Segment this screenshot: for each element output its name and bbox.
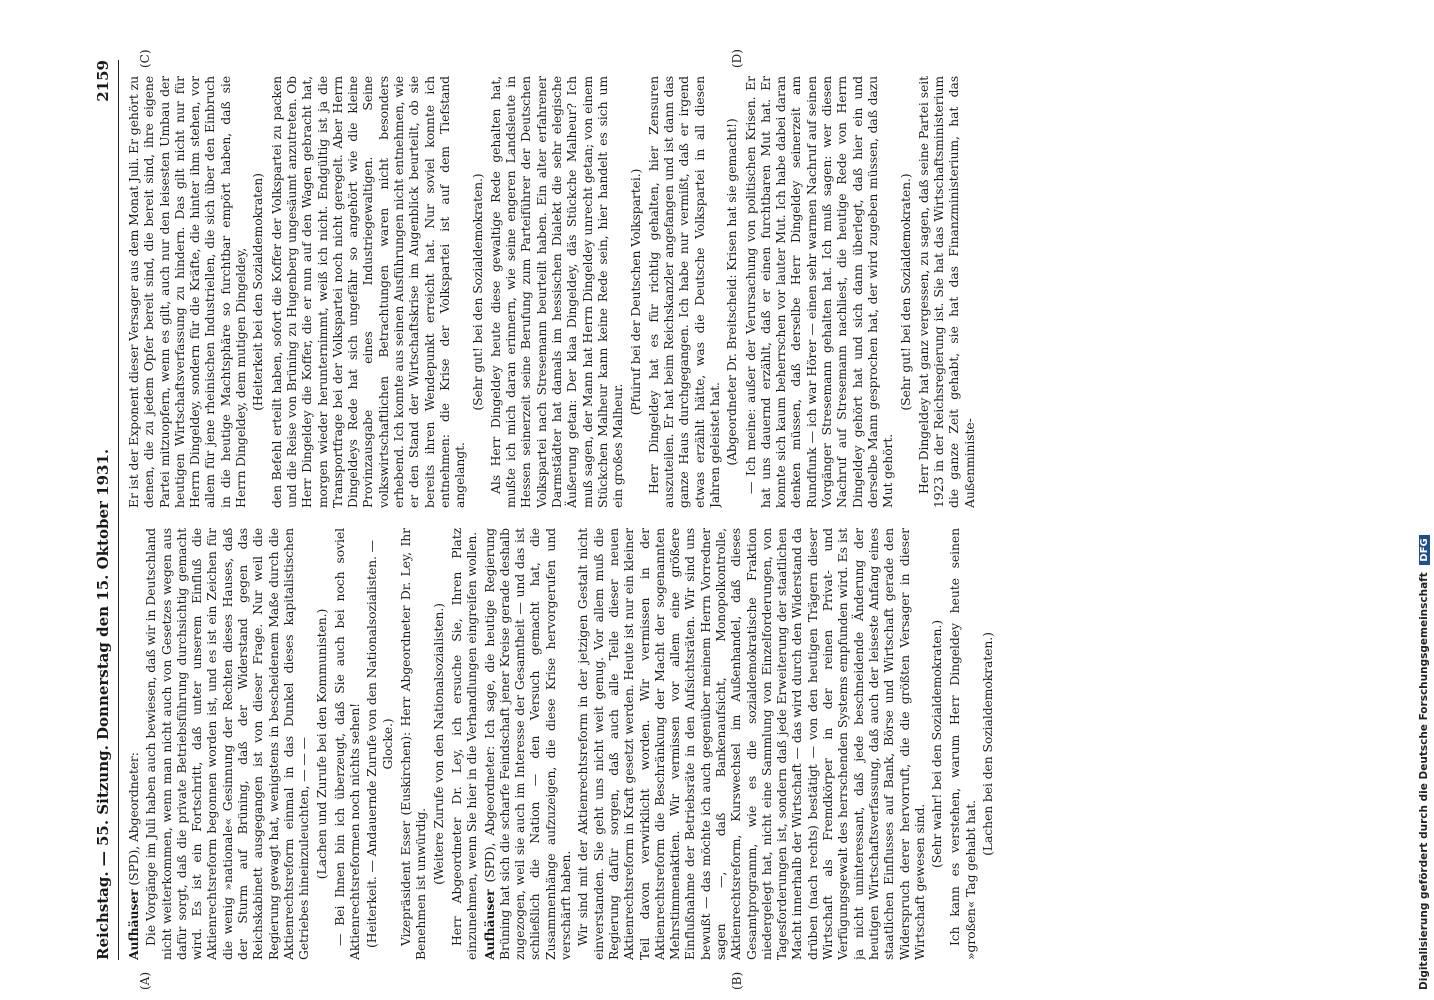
interjection: (Heiterkeit. — Andauernde Zurufe von den Nationalsozialisten. — Glocke.): [364, 540, 395, 948]
text-column-left: [126, 528, 1336, 960]
body-paragraph: Als Herr Dingeldey heute diese gewaltige Rede gehalten hat, mußte ich mich daran erinnern, wie seine engeren Landsleute in Hessen seinerzeit seine Berufung zum Parteiführer der Deutschen Volkspartei nach Stresemann beurteilt haben. Ein alter erfahrener Darmstädter hat damals im hessischen Dialekt die sehr elegische Äußerung getan: Der klaa Dingeldey, däs Stückche Malheur? Ich muß sagen, der Mann hat Herrn Dingeldey unrecht getan; von einem Stückchen Malheur kann keine Rede sein, hier handelt es sich um ein großes Malheur.: [487, 76, 626, 508]
body-paragraph: — Bei Ihnen bin ich überzeugt, daß Sie auch bei noch soviel Aktienrechtsreformen noch nichts sehen!: [331, 528, 363, 960]
interjection: (Lachen und Zurufe bei den Kommunisten.): [313, 608, 329, 880]
interjection: (Weitere Zurufe von den Nationalsozialisten.): [430, 603, 446, 885]
body-paragraph: Herr Dingeldey hat ganz vergessen, zu sagen, daß seine Partei seit 1923 in der Reichsregierung ist. Sie hat das Wirtschaftsministerium die ganze Zeit gehabt, sie hat das Finanzministerium, hat das Außenministe-: [915, 76, 977, 508]
body-paragraph: Herr Abgeordneter Dr. Ley, ich ersuche Sie, Ihren Platz einzunehmen, wenn Sie hier in die Verhandlungen eingreifen wollen.: [448, 528, 480, 960]
body-paragraph: Ich kann es verstehen, warum Herr Dingeldey heute seinen »großen« Tag gehabt hat.: [947, 528, 978, 960]
speaker-paragraph: [482, 528, 574, 960]
speaker-name: Aufhäuser: [481, 889, 497, 960]
speaker-text: (SPD), Abgeordneter: Ich sage, die heutige Regierung Brüning hat sich die scharfe Feindschaft jener Kreise gerade deshalb zugezogen, weil sie auch im Interesse der Gesamtheit — und das ist schließlich die Nation — den Versuch gemacht hat, die Zusammenhänge aufzuzeigen, die diese Krise hervorgerufen und verschärft haben.: [481, 528, 574, 960]
interjection: (Pfuiruf bei der Deutschen Volkspartei.): [627, 168, 643, 416]
margin-marker-d: (D): [730, 49, 744, 68]
interjection: (Sehr gut! bei den Sozialdemokraten.): [897, 173, 913, 411]
body-paragraph: Er ist der Exponent dieser Versager aus dem Monat Juli. Er gehört zu denen, die zu jedem Opfer bereit sind, die bereit sind, ihre eigene Partei mitzuopfern, wenn es gilt, auch nur den leisesten Umbau der heutigen Wirtschaftsverfassung zu hindern. Das gilt nicht nur für Herrn Dingeldey, sondern für die Kräfte, die hinter ihm stehen, vor allem für jene rheinischen Industriellen, die sich über den Einbruch in die heutige Machtsphäre so furchtbar empört haben, daß sie Herrn Dingeldey, dem mutigen Dingeldey,: [126, 76, 249, 508]
interjection: (Heiterkeit bei den Sozialdemokraten): [250, 173, 266, 411]
margin-marker-c: (C): [138, 49, 152, 68]
interjection: (Sehr gut! bei den Sozialdemokraten.): [469, 173, 485, 411]
text-column-right: [126, 76, 1336, 508]
body-paragraph: Herr Dingeldey hat es für richtig gehalten, hier Zensuren auszuteilen. Er hat beim Reichskanzler angefangen und ist dann das ganze Haus durchgegangen. Ich habe nur vermißt, daß er irgend etwas erzählt hätte, was die Deutsche Volkspartei in all diesen Jahren geleistet hat.: [645, 76, 722, 508]
page-number: 2159: [94, 60, 112, 102]
page-header-title: Reichstag. — 55. Sitzung. Donnerstag den 15. Oktober 1931.: [94, 448, 112, 960]
document-page: [90, 49, 1350, 990]
running-head: [90, 60, 119, 960]
body-paragraph: — Ich meine: außer der Verursachung von politischen Krisen. Er hat uns dauernd erzählt, daß er einen furchtbaren Mut hat. Er konnte sich kaum beherrschen vor lauter Mut. Ich habe dabei daran denken müssen, daß derselbe Herr Dingeldey seinerzeit am Rundfunk — ich war Hörer — einen sehr warmen Nachruf auf seinen Vorgänger Stresemann gehalten hat. Ich muß sagen: wer diesen Nachruf auf Stresemann nachliest, die heutige Rede von Herrn Dingeldey gehört hat und sich dann überlegt, daß hier ein und derselbe Mann gesprochen hat, der wird zugeben müssen, daß dazu Mut gehört.: [742, 76, 896, 508]
body-paragraph: den Befehl erteilt haben, sofort die Koffer der Volkspartei zu packen und die Reise von Brüning zu Hugenberg ungesäumt anzutreten. Ob Herr Dingeldey die Koffer, die er nun auf den Wagen gebracht hat, morgen wieder herunternimmt, weiß ich nicht. Endgültig ist ja die Transportfrage bei der Volkspartei noch nicht geregelt. Aber Herrn Dingeldeys Rede hat sich ungefähr so angehört wie die kleine Provinzausgabe eines Industriegewaltigen. Seine volkswirtschaftlichen Betrachtungen waren nicht besonders erhebend. Ich konnte aus seinen Ausführungen nicht entnehmen, wie er den Stand der Wirtschaftskrise im Augenblick beurteilt, ob sie bereits ihren Wendepunkt erreicht hat. Nur soviel konnte ich entnehmen: die Krise der Volkspartei ist auf dem Tiefstand angelangt.: [268, 76, 468, 508]
funding-strip: [1418, 0, 1434, 990]
margin-marker-b: (B): [730, 971, 744, 990]
body-paragraph: Wir sind mit der Aktienrechtsreform in der jetzigen Gestalt nicht einverstanden. Sie geht uns nicht weit genug. Vor allem muß die Regierung dafür sorgen, daß auch alle Teile dieser neuen Aktienrechtsreform in Kraft gesetzt werden. Heute ist nur ein kleiner Teil davon verwirklicht worden. Wir vermissen in der Aktienrechtsreform die Beschränkung der Macht der sogenannten Mehrstimmenaktien. Wir vermissen vor allem eine größere Einflußnahme der Betriebsräte in den Aufsichtsräten. Wir sind uns bewußt — das möchte ich auch gegenüber meinem Herrn Vorredner sagen —, daß Bankenaufsicht, Monopolkontrolle, Aktienrechtsreform, Kurswechsel im Außenhandel, daß dieses Gesamtprogramm, wie es die sozialdemokratische Fraktion niedergelegt hat, nicht eine Sammlung von Einzelforderungen, von Tagesforderungen ist, sondern daß jede Erweiterung der staatlichen Macht innerhalb der Wirtschaft — das wird durch den Widerstand da drüben (nach rechts) bestätigt — von den heutigen Trägern dieser Wirtschaft als Fremdkörper in der reinen Privat- und Verfügungsgewalt des herrschenden Systems empfunden wird. Es ist ja nicht uninteressant, daß jede beschneidende Änderung der heutigen Wirtschaftsverfassung, daß auch der leiseste Anfang eines staatlichen Einflusses auf Bank, Börse und Wirtschaft gerade den Widerspruch derer hervorruft, die die größten Versager in dieser Wirtschaft gewesen sind.: [575, 528, 927, 960]
speaker-name: Aufhäuser: [126, 889, 141, 960]
margin-marker-a: (A): [138, 971, 152, 990]
interjection: (Lachen bei den Sozialdemokraten.): [980, 632, 996, 856]
funding-text: Digitalisierung gefördert durch die Deutsche Forschungsgemeinschaft: [1418, 572, 1430, 990]
body-paragraph: Vizepräsident Esser (Euskirchen): Herr Abgeordneter Dr. Ley, Ihr Benehmen ist unwürdig.: [398, 528, 429, 960]
speaker-paragraph: [126, 528, 141, 960]
speaker-text: (SPD), Abgeordneter:: [126, 752, 141, 890]
interjection: (Abgeordneter Dr. Breitscheid: Krisen hat sie gemacht!): [724, 118, 740, 466]
interjection: (Sehr wahr! bei den Sozialdemokraten.): [929, 620, 945, 869]
dfg-logo: DFG: [1419, 535, 1430, 564]
body-paragraph: Die Vorgänge im Juli haben auch bewiesen, daß wir in Deutschland nicht weiterkommen, wenn man nicht auch von Gesetzes wegen aus dafür sorgt, daß die private Betriebsführung durchsichtig gemacht wird. Es ist ein Fortschritt, daß unter unserem Einfluß die Aktienrechtsreform begonnen worden ist, und es ist ein Zeichen für die wenig »nationale« Gesinnung der Rechten dieses Hauses, daß der Sturm auf Brüning, daß der Widerstand gegen das Reichskabinett ausgegangen ist von dieser Frage. Nur weil die Regierung gewagt hat, wenigstens in bescheidenem Maße durch die Aktienrechtsreform einmal in das Dunkel dieses kapitalistischen Getriebes hineinzuleuchten, — — —: [143, 528, 312, 960]
